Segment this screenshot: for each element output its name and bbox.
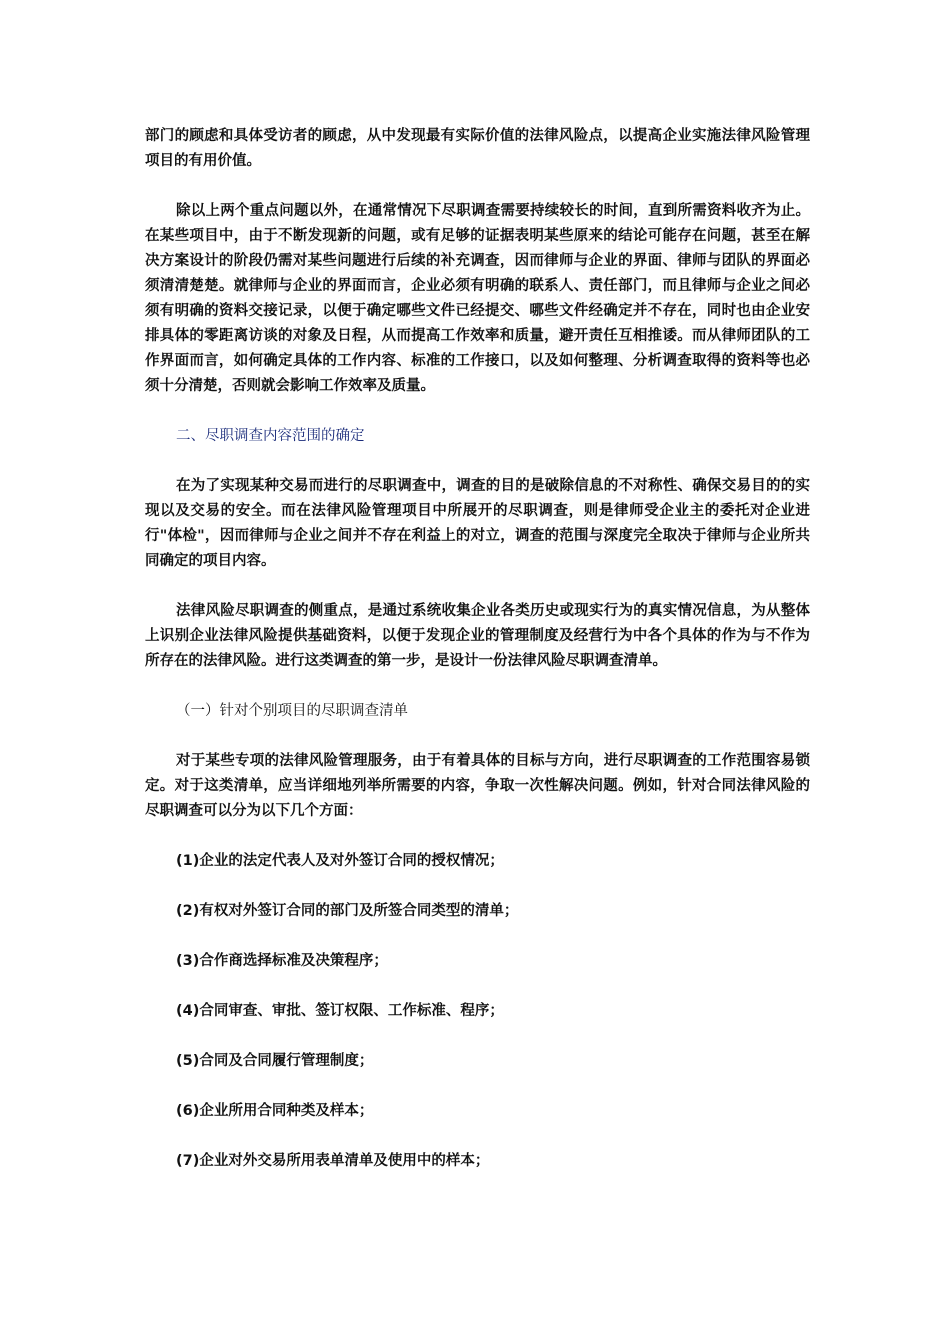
list-item: (4)合同审查、审批、签订权限、工作标准、程序； xyxy=(176,1003,504,1019)
section-heading-scope: 二、尽职调查内容范围的确定 xyxy=(176,428,365,444)
paragraph-legal-risk-focus: 法律风险尽职调查的侧重点，是通过系统收集企业各类历史或现实行为的真实情况信息，为从整体上识别企业法律风险提供基础资料，以便于发现企业的管理制度及经营行为中各个具体的作为与不作为所存在的法律风险。进行这类调查的第一步，是设计一份法律风险尽职调查清单。 xyxy=(145,603,810,669)
list-item: (1)企业的法定代表人及对外签订合同的授权情况； xyxy=(176,853,504,869)
paragraph-transaction-diligence: 在为了实现某种交易而进行的尽职调查中，调查的目的是破除信息的不对称性、确保交易目的的实现以及交易的安全。而在法律风险管理项目中所展开的尽职调查，则是律师受企业主的委托对企业进行"体检"，因而律师与企业之间并不存在利益上的对立，调查的范围与深度完全取决于律师与企业所共同确定的项目内容。 xyxy=(145,478,810,569)
subsection-heading-project-checklist: （一）针对个别项目的尽职调查清单 xyxy=(176,703,408,719)
document-body xyxy=(145,124,810,1199)
list-item: (6)企业所用合同种类及样本； xyxy=(176,1103,374,1119)
list-item: (2)有权对外签订合同的部门及所签合同类型的清单； xyxy=(176,903,519,919)
list-item: (5)合同及合同履行管理制度； xyxy=(176,1053,374,1069)
paragraph-special-services: 对于某些专项的法律风险管理服务，由于有着具体的目标与方向，进行尽职调查的工作范围容易锁定。对于这类清单，应当详细地列举所需要的内容，争取一次性解决问题。例如，针对合同法律风险的尽职调查可以分为以下几个方面： xyxy=(145,753,810,819)
list-item: (3)合作商选择标准及决策程序； xyxy=(176,953,388,969)
list-item: (7)企业对外交易所用表单清单及使用中的样本； xyxy=(176,1153,490,1169)
paragraph-interface-requirements: 除以上两个重点问题以外，在通常情况下尽职调查需要持续较长的时间，直到所需资料收齐为止。在某些项目中，由于不断发现新的问题，或有足够的证据表明某些原来的结论可能存在问题，甚至在解决方案设计的阶段仍需对某些问题进行后续的补充调查，因而律师与企业的界面、律师与团队的界面必须清清楚楚。就律师与企业的界面而言，企业必须有明确的联系人、责任部门，而且律师与企业之间必须有明确的资料交接记录，以便于确定哪些文件已经提交、哪些文件经确定并不存在，同时也由企业安排具体的零距离访谈的对象及日程，从而提高工作效率和质量，避开责任互相推诿。而从律师团队的工作界面而言，如何确定具体的工作内容、标准的工作接口，以及如何整理、分析调查取得的资料等也必须十分清楚，否则就会影响工作效率及质量。 xyxy=(145,203,810,394)
paragraph-continuation: 部门的顾虑和具体受访者的顾虑，从中发现最有实际价值的法律风险点，以提高企业实施法律风险管理项目的有用价值。 xyxy=(145,128,810,169)
